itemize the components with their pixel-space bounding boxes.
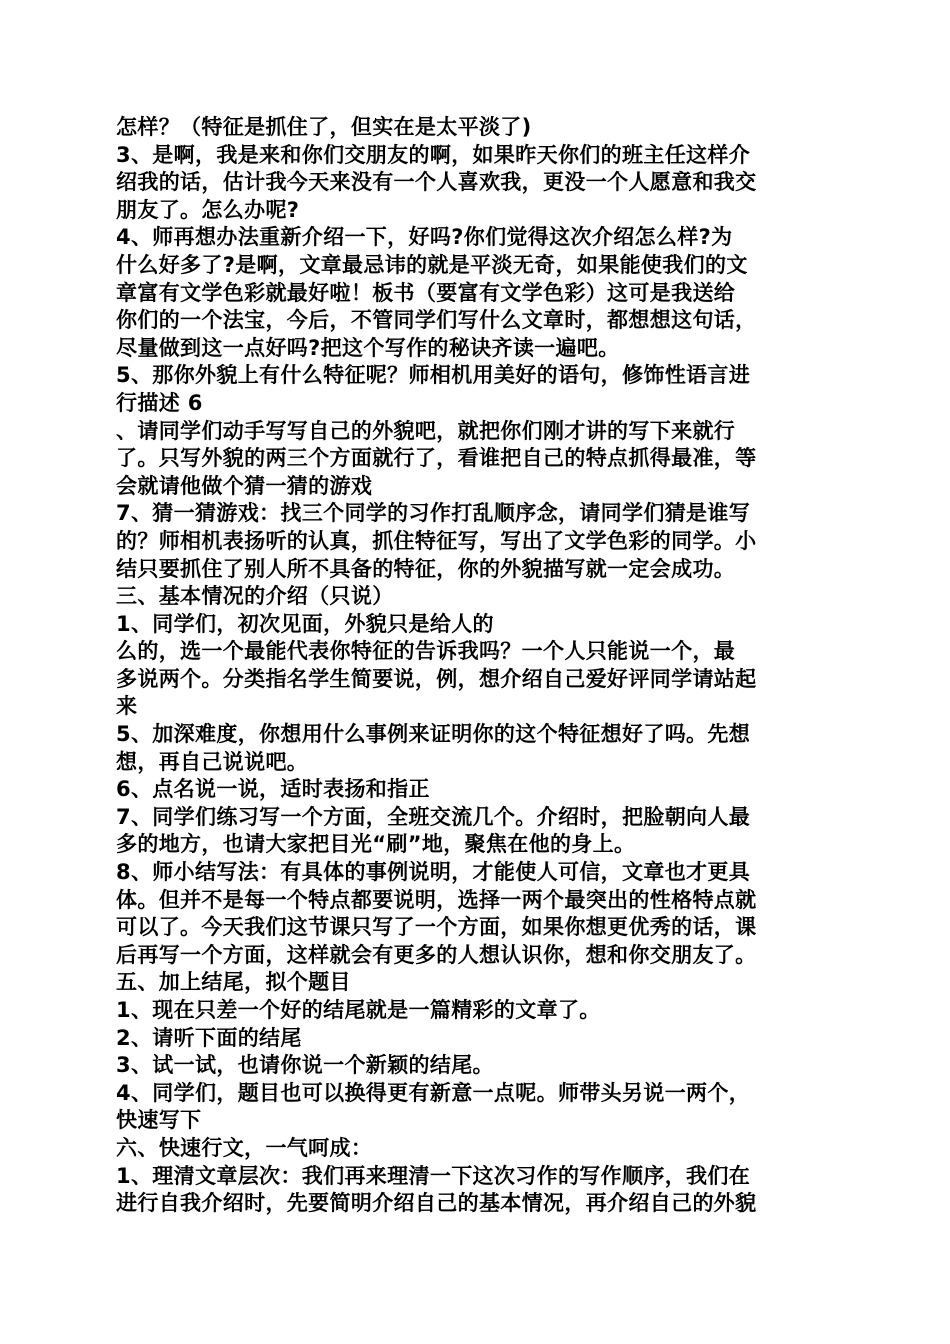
text-line: 1、理清文章层次：我们再来理清一下这次习作的写作顺序，我们在 <box>116 1163 751 1188</box>
text-line: 5、那你外貌上有什么特征呢？师相机用美好的语句，修饰性语言进 <box>116 363 751 388</box>
text-line: 体。但并不是每一个特点都要说明，选择一两个最突出的性格特点就 <box>116 887 757 912</box>
text-line: 结只要抓住了别人所不具备的特征，你的外貌描写就一定会成功。 <box>116 556 736 581</box>
text-line: 1、现在只差一个好的结尾就是一篇精彩的文章了。 <box>116 998 601 1022</box>
text-line: 进行自我介绍时，先要简明介绍自己的基本情况，再介绍自己的外貌 <box>116 1191 757 1216</box>
text-line: 什么好多了?是啊，文章最忌讳的就是平淡无奇，如果能使我们的文 <box>116 252 748 277</box>
text-line: 怎样？（特征是抓住了，但实在是太平淡了) <box>116 115 532 139</box>
section-heading: 六、快速行文，一气呵成： <box>116 1135 373 1160</box>
text-line: 1、同学们，初次见面，外貌只是给人的 <box>116 611 494 636</box>
text-line: 尽量做到这一点好吗?把这个写作的秘诀齐读一遍吧。 <box>116 335 620 360</box>
text-line: 快速写下 <box>116 1108 202 1133</box>
text-line: 多说两个。分类指名学生简要说，例，想介绍自己爱好评同学请站起 <box>116 666 757 691</box>
text-line: 么的，选一个最能代表你特征的告诉我吗？一个人只能说一个，最 <box>116 639 736 664</box>
text-line: 7、猜一猜游戏：找三个同学的习作打乱顺序念，请同学们猜是谁写 <box>116 501 751 526</box>
section-heading: 三、基本情况的介绍（只说） <box>116 584 394 609</box>
text-line: 的？师相机表扬听的认真，抓住特征写，写出了文学色彩的同学。小 <box>116 528 757 553</box>
text-line: 多的地方，也请大家把目光“刷”地，聚焦在他的身上。 <box>116 832 636 857</box>
text-line: 4、同学们，题目也可以换得更有新意一点呢。师带头另说一两个， <box>116 1080 751 1105</box>
text-line: 、请同学们动手写写自己的外貌吧，就把你们刚才讲的写下来就行 <box>116 418 736 443</box>
text-line: 5、加深难度，你想用什么事例来证明你的这个特征想好了吗。先想 <box>116 722 751 747</box>
text-line: 6、点名说一说，适时表扬和指正 <box>116 777 430 802</box>
text-line: 来 <box>116 694 138 719</box>
text-line: 2、请听下面的结尾 <box>116 1025 302 1050</box>
text-line: 8、师小结写法：有具体的事例说明，才能使人可信，文章也才更具 <box>116 860 751 885</box>
text-line: 4、师再想办法重新介绍一下，好吗?你们觉得这次介绍怎么样?为 <box>116 225 733 250</box>
document-body <box>116 114 838 1218</box>
text-line: 会就请他做个猜一猜的游戏 <box>116 473 373 498</box>
text-line: 章富有文学色彩就最好啦！板书（要富有文学色彩）这可是我送给 <box>116 280 736 305</box>
text-line: 了。只写外貌的两三个方面就行了，看谁把自己的特点抓得最准，等 <box>116 446 757 471</box>
text-line: 3、试一试，也请你说一个新颖的结尾。 <box>116 1053 494 1078</box>
text-line: 3、是啊，我是来和你们交朋友的啊，如果昨天你们的班主任这样介 <box>116 142 751 167</box>
text-line: 朋友了。怎么办呢? <box>116 197 300 222</box>
text-line: 7、同学们练习写一个方面，全班交流几个。介绍时，把脸朝向人最 <box>116 804 751 829</box>
text-line: 行描述 6 <box>116 390 203 415</box>
section-heading: 五、加上结尾，拟个题目 <box>116 970 351 995</box>
text-line: 后再写一个方面，这样就会有更多的人想认识你，想和你交朋友了。 <box>116 942 757 967</box>
text-line: 想，再自己说说吧。 <box>116 749 309 774</box>
text-line: 你们的一个法宝，今后，不管同学们写什么文章时，都想想这句话， <box>116 308 757 333</box>
text-line: 绍我的话，估计我今天来没有一个人喜欢我，更没一个人愿意和我交 <box>116 170 757 195</box>
text-line: 可以了。今天我们这节课只写了一个方面，如果你想更优秀的话，课 <box>116 915 757 940</box>
